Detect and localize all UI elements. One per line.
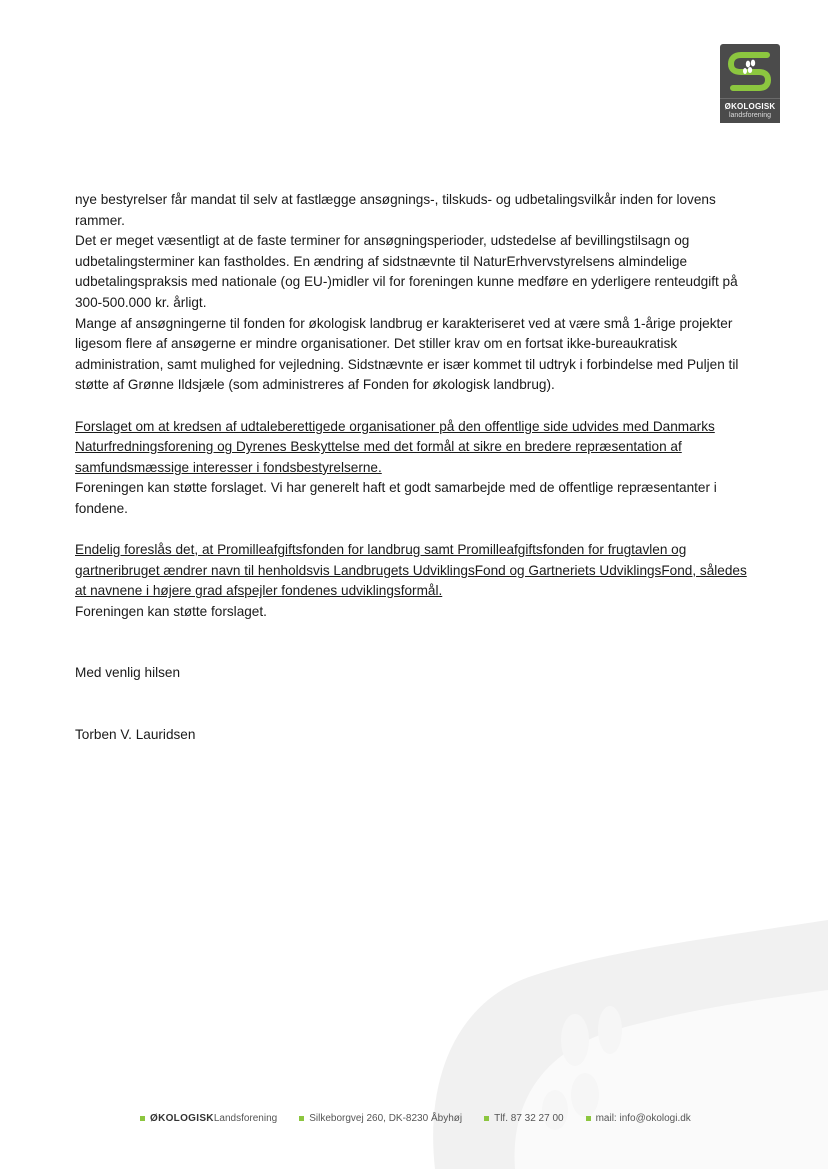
letterhead-footer	[140, 1113, 720, 1124]
organization-logo	[720, 44, 780, 122]
logo-subtitle: landsforening	[728, 112, 772, 119]
footer-org-bold: ØKOLOGISK	[150, 1113, 214, 1124]
paragraph-applications: Mange af ansøgningerne til fonden for økologisk landbrug er karakteriseret ved at være små 1-årige projekter ligesom flere af ansøgerne er mindre organisationer. Det stiller krav om en fortsat ikke-bureaukratisk administration, samt mulighed for vejledning. Sidstnævnte er især kommet til udtryk i forbindelse med Puljen til støtte af Grønne Ildsjæle (som administreres af Fonden for økologisk landbrug).	[75, 315, 739, 393]
footer-org	[140, 1113, 277, 1124]
letter-body	[75, 190, 755, 746]
bullet-icon	[140, 1116, 145, 1121]
watermark-logo	[395, 880, 828, 1169]
footer-email-text: mail: info@okologi.dk	[595, 1113, 691, 1124]
bullet-icon	[586, 1116, 591, 1121]
proposal-heading-rename: Endelig foreslås det, at Promilleafgiftsfonden for landbrug samt Promilleafgiftsfonden for frugtavlen og gartneribruget ændrer navn til henholdsvis Landbrugets UdviklingsFond og Gartneriets UdviklingsFond, således at navnene i højere grad afspejler fondenes udviklingsformål.	[75, 542, 747, 599]
footer-org-rest: Landsforening	[213, 1113, 278, 1124]
footer-phone-text: Tlf. 87 32 27 00	[494, 1113, 564, 1124]
bullet-icon	[299, 1116, 304, 1121]
footer-phone	[484, 1113, 564, 1124]
paragraph-terms: Det er meget væsentligt at de faste terminer for ansøgningsperioder, udstedelse af bevillingstilsagn og udbetalingsterminer kan fastholdes. En ændring af sidstnævnte til NaturErhvervstyrelsens almindelige udbetalingspraksis med nationale (og EU-)midler vil for foreningen kunne medføre en yderligere renteudgift på 300-500.000 kr. årligt.	[75, 233, 738, 310]
bullet-icon	[484, 1116, 489, 1121]
signature-name: Torben V. Lauridsen	[75, 727, 196, 743]
proposal-heading-organisations: Forslaget om at kredsen af udtaleberettigede organisationer på den offentlige side udvides med Danmarks Naturfredningsforening og Dyrenes Beskyttelse med det formål at sikre en bredere repræsentation af samfundsmæssige interesser i fondsbestyrelserne.	[75, 418, 715, 475]
paragraph-support-2: Foreningen kan støtte forslaget.	[75, 603, 267, 619]
paragraph-mandate: nye bestyrelser får mandat til selv at fastlægge ansøgnings-, tilskuds- og udbetalingsvilkår inden for lovens rammer.	[75, 192, 716, 228]
leaf-s-icon	[720, 44, 780, 98]
logo-title: ØKOLOGISK	[724, 102, 776, 111]
footer-address-text: Silkeborgvej 260, DK-8230 Åbyhøj	[309, 1113, 463, 1124]
closing-greeting: Med venlig hilsen	[75, 665, 181, 681]
paragraph-support-1: Foreningen kan støtte forslaget. Vi har generelt haft et godt samarbejde med de offentlige repræsentanter i fondene.	[75, 480, 717, 516]
footer-address	[299, 1113, 462, 1124]
footer-email	[586, 1113, 691, 1124]
